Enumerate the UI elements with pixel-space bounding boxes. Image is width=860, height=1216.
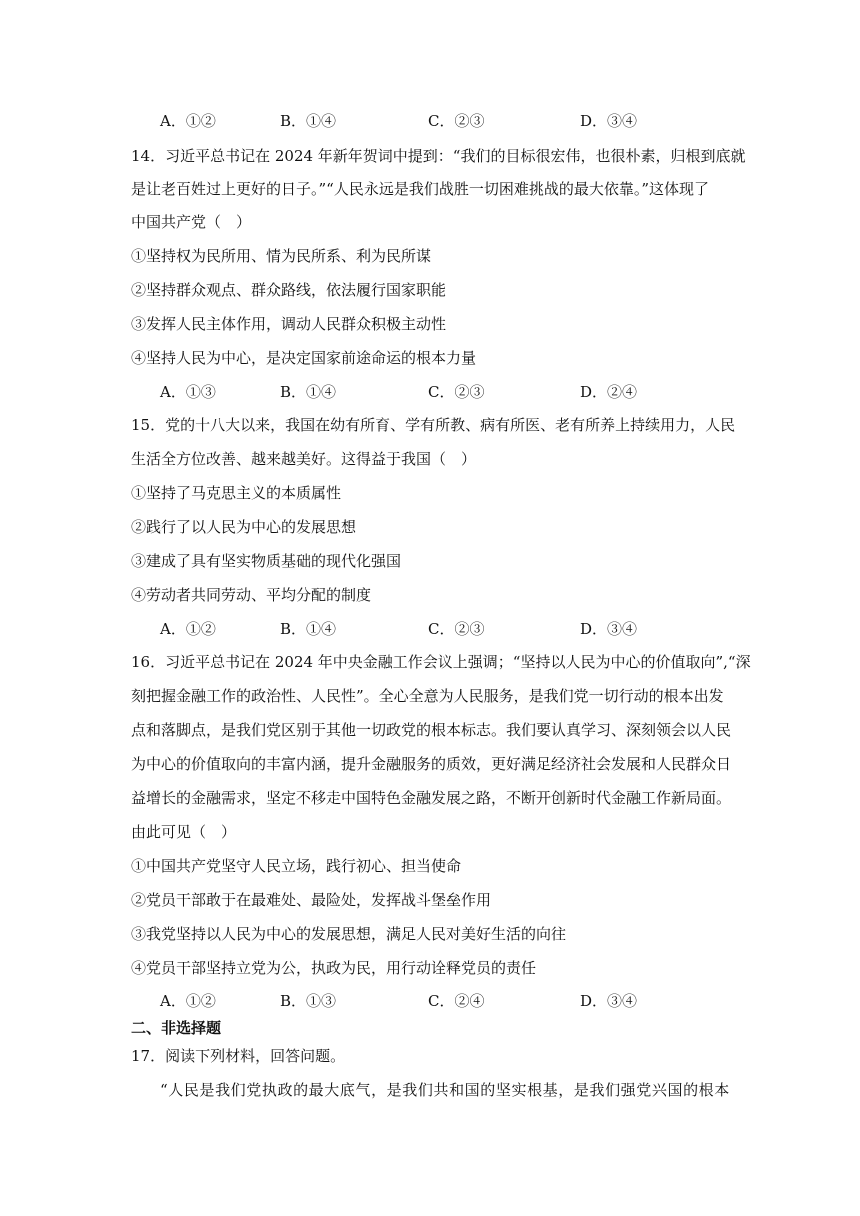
q15-option-c[interactable]: C．②③ xyxy=(428,620,485,638)
q14-stem-line-1: 14．习近平总书记在 2024 年新年贺词中提到：“我们的目标很宏伟，也很朴素，归根到底就 xyxy=(131,147,746,165)
q15-stem-line-1: 15．党的十八大以来，我国在幼有所育、学有所教、病有所医、老有所养上持续用力，人民 xyxy=(131,416,736,434)
q14-stem-line-3: 中国共产党（ ） xyxy=(131,213,252,231)
q16-stem-line-1: 16．习近平总书记在 2024 年中央金融工作会议上强调；“坚持以人民为中心的价值取向”,“深 xyxy=(131,653,751,671)
q16-item-4: ④党员干部坚持立党为公，执政为民，用行动诠释党员的责任 xyxy=(131,959,537,977)
q14-option-a[interactable]: A．①③ xyxy=(160,383,216,401)
section-heading: 二、非选择题 xyxy=(131,1019,222,1037)
q15-item-1: ①坚持了马克思主义的本质属性 xyxy=(131,484,342,502)
q15-option-d[interactable]: D．③④ xyxy=(580,620,638,638)
q16-option-a[interactable]: A．①② xyxy=(160,992,216,1010)
q16-stem-line-6: 由此可见（ ） xyxy=(131,823,237,841)
q14-option-c[interactable]: C．②③ xyxy=(428,383,485,401)
q17-material: “人民是我们党执政的最大底气，是我们共和国的坚实根基，是我们强党兴国的根本 xyxy=(160,1081,730,1099)
q16-stem-line-2: 刻把握金融工作的政治性、人民性”。全心全意为人民服务，是我们党一切行动的根本出发 xyxy=(131,687,724,705)
q16-item-2: ②党员干部敢于在最难处、最险处，发挥战斗堡垒作用 xyxy=(131,891,492,909)
q13-option-a[interactable]: A．①② xyxy=(160,112,216,130)
q15-option-b[interactable]: B．①④ xyxy=(280,620,337,638)
q16-stem-line-5: 益增长的金融需求，坚定不移走中国特色金融发展之路，不断开创新时代金融工作新局面。 xyxy=(131,789,732,807)
q13-option-b[interactable]: B．①④ xyxy=(280,112,337,130)
q14-option-b[interactable]: B．①④ xyxy=(280,383,337,401)
q17-stem: 17．阅读下列材料，回答问题。 xyxy=(131,1047,346,1065)
q16-option-c[interactable]: C．②④ xyxy=(428,992,485,1010)
q13-option-c[interactable]: C．②③ xyxy=(428,112,485,130)
q14-item-3: ③发挥人民主体作用，调动人民群众积极主动性 xyxy=(131,315,447,333)
q16-option-d[interactable]: D．③④ xyxy=(580,992,638,1010)
q15-item-3: ③建成了具有坚实物质基础的现代化强国 xyxy=(131,552,402,570)
q16-item-3: ③我党坚持以人民为中心的发展思想，满足人民对美好生活的向往 xyxy=(131,925,567,943)
q16-option-b[interactable]: B．①③ xyxy=(280,992,337,1010)
q14-item-2: ②坚持群众观点、群众路线，依法履行国家职能 xyxy=(131,281,447,299)
q16-item-1: ①中国共产党坚守人民立场，践行初心、担当使命 xyxy=(131,857,462,875)
q15-item-4: ④劳动者共同劳动、平均分配的制度 xyxy=(131,586,372,604)
q15-option-a[interactable]: A．①② xyxy=(160,620,216,638)
q14-item-4: ④坚持人民为中心，是决定国家前途命运的根本力量 xyxy=(131,349,477,367)
q15-item-2: ②践行了以人民为中心的发展思想 xyxy=(131,518,357,536)
q14-stem-line-2: 是让老百姓过上更好的日子。”“人民永远是我们战胜一切困难挑战的最大依靠。”这体现了 xyxy=(131,180,710,198)
q15-stem-line-2: 生活全方位改善、越来越美好。这得益于我国（ ） xyxy=(131,450,477,468)
q13-option-d[interactable]: D．③④ xyxy=(580,112,638,130)
q14-option-d[interactable]: D．②④ xyxy=(580,383,638,401)
q16-stem-line-3: 点和落脚点，是我们党区别于其他一切政党的根本标志。我们要认真学习、深刻领会以人民 xyxy=(131,721,732,739)
q16-stem-line-4: 为中心的价值取向的丰富内涵，提升金融服务的质效，更好满足经济社会发展和人民群众日 xyxy=(131,755,732,773)
q14-item-1: ①坚持权为民所用、情为民所系、利为民所谋 xyxy=(131,247,432,265)
